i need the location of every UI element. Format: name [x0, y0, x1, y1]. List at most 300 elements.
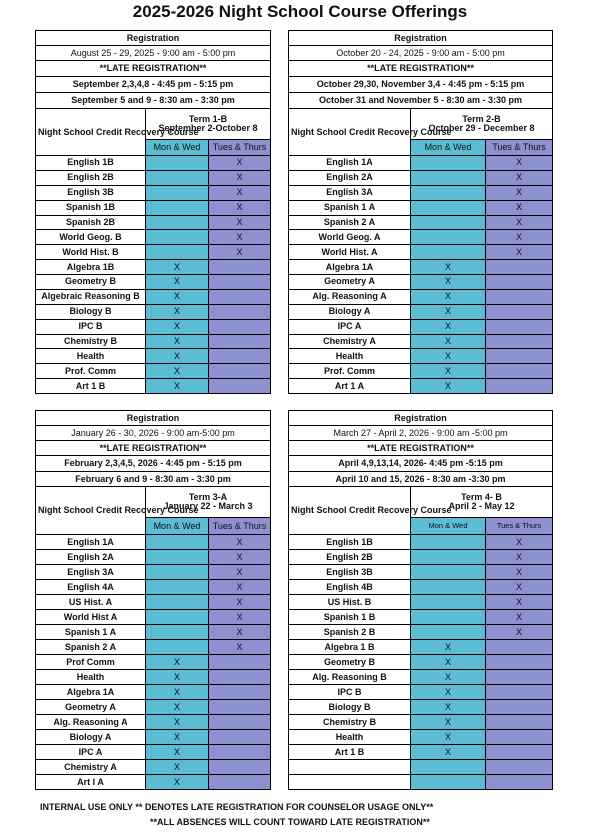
- mon-wed-cell: X: [146, 364, 209, 379]
- mon-wed-cell: [146, 230, 209, 245]
- mon-wed-cell: [411, 156, 486, 171]
- mon-wed-column-header: Mon & Wed: [411, 518, 486, 535]
- course-row: [289, 170, 553, 185]
- registration-label: Registration: [36, 31, 271, 46]
- mon-wed-cell: [146, 640, 209, 655]
- course-row: [289, 334, 553, 349]
- mon-wed-cell: X: [411, 640, 486, 655]
- course-row: [36, 319, 271, 334]
- mon-wed-cell: X: [146, 275, 209, 290]
- course-name: IPC A: [36, 745, 146, 760]
- course-name: US Hist. B: [289, 595, 411, 610]
- course-name: Spanish 1 B: [289, 610, 411, 625]
- course-name: World Hist. A: [289, 245, 411, 260]
- course-row: [36, 304, 271, 319]
- term-dates: September 2-October 8: [158, 123, 258, 133]
- late-registration-label: **LATE REGISTRATION**: [289, 61, 553, 77]
- course-name: IPC B: [289, 685, 411, 700]
- mon-wed-cell: X: [146, 670, 209, 685]
- course-name: Algebra 1A: [36, 685, 146, 700]
- course-row: [36, 730, 271, 745]
- course-column-header: Night School Credit Recovery Course: [289, 487, 411, 535]
- tues-thurs-cell: X: [209, 185, 271, 200]
- course-name: English 1B: [289, 535, 411, 550]
- tues-thurs-cell: [209, 715, 271, 730]
- mon-wed-cell: [411, 185, 486, 200]
- course-row: [289, 730, 553, 745]
- tues-thurs-cell: X: [209, 245, 271, 260]
- course-name: English 2B: [289, 550, 411, 565]
- mon-wed-cell: [146, 550, 209, 565]
- mon-wed-cell: X: [146, 349, 209, 364]
- footer-counselor-note: INTERNAL USE ONLY ** DENOTES LATE REGISTRATION FOR COUNSELOR USAGE ONLY**: [40, 802, 434, 812]
- late-registration-day-dates: February 6 and 9 - 8:30 am - 3:30 pm: [36, 472, 271, 487]
- tues-thurs-cell: X: [486, 200, 553, 215]
- course-name: Prof. Comm: [289, 364, 411, 379]
- tues-thurs-cell: X: [209, 580, 271, 595]
- term-label: Term 3-A: [188, 492, 228, 502]
- course-row: [36, 289, 271, 304]
- mon-wed-cell: X: [411, 700, 486, 715]
- tues-thurs-cell: [209, 275, 271, 290]
- course-row: [36, 760, 271, 775]
- mon-wed-cell: X: [146, 379, 209, 394]
- course-name: Chemistry A: [36, 760, 146, 775]
- course-row: [36, 640, 271, 655]
- mon-wed-cell: [411, 625, 486, 640]
- tues-thurs-cell: X: [486, 170, 553, 185]
- course-name: Spanish 1B: [36, 200, 146, 215]
- course-name: IPC A: [289, 319, 411, 334]
- course-row: [289, 625, 553, 640]
- registration-label: Registration: [289, 411, 553, 426]
- course-row: [36, 715, 271, 730]
- course-name: Biology B: [289, 700, 411, 715]
- tues-thurs-cell: [209, 745, 271, 760]
- course-row: [36, 215, 271, 230]
- course-row: [289, 379, 553, 394]
- mon-wed-cell: [411, 610, 486, 625]
- course-name: Biology A: [289, 304, 411, 319]
- mon-wed-column-header: Mon & Wed: [146, 140, 209, 156]
- course-name: Art 1 A: [289, 379, 411, 394]
- tues-thurs-cell: [486, 640, 553, 655]
- mon-wed-cell: X: [411, 289, 486, 304]
- tues-thurs-cell: X: [486, 595, 553, 610]
- mon-wed-cell: X: [411, 685, 486, 700]
- course-name: Spanish 2 A: [289, 215, 411, 230]
- course-row: [289, 580, 553, 595]
- course-row: [36, 364, 271, 379]
- mon-wed-cell: X: [411, 304, 486, 319]
- mon-wed-cell: X: [146, 700, 209, 715]
- course-name: English 2A: [36, 550, 146, 565]
- tues-thurs-cell: X: [486, 550, 553, 565]
- tues-thurs-cell: [486, 760, 553, 775]
- tues-thurs-cell: [209, 700, 271, 715]
- course-name: World Hist A: [36, 610, 146, 625]
- tues-thurs-cell: [486, 289, 553, 304]
- tues-thurs-cell: [209, 685, 271, 700]
- course-name: English 2B: [36, 170, 146, 185]
- registration-dates: March 27 - April 2, 2026 - 9:00 am -5:00 pm: [289, 426, 553, 441]
- course-name: Spanish 1 A: [289, 200, 411, 215]
- tues-thurs-cell: [486, 275, 553, 290]
- course-name: Alg. Reasoning B: [289, 670, 411, 685]
- late-registration-evening-dates: April 4,9,13,14, 2026- 4:45 pm -5:15 pm: [289, 456, 553, 472]
- tues-thurs-cell: X: [486, 245, 553, 260]
- tues-thurs-cell: X: [209, 535, 271, 550]
- course-row: [36, 580, 271, 595]
- course-name: World Geog. B: [36, 230, 146, 245]
- course-name: Algebraic Reasoning B: [36, 289, 146, 304]
- mon-wed-cell: [146, 535, 209, 550]
- course-name: Geometry A: [36, 700, 146, 715]
- tues-thurs-cell: X: [209, 156, 271, 171]
- mon-wed-cell: [411, 200, 486, 215]
- tues-thurs-cell: X: [486, 535, 553, 550]
- course-row: [289, 200, 553, 215]
- tues-thurs-column-header: Tues & Thurs: [209, 518, 271, 535]
- late-registration-label: **LATE REGISTRATION**: [36, 441, 271, 456]
- course-name: Spanish 2B: [36, 215, 146, 230]
- tues-thurs-cell: X: [486, 610, 553, 625]
- course-name: World Hist. B: [36, 245, 146, 260]
- course-name: Biology B: [36, 304, 146, 319]
- tues-thurs-cell: X: [209, 625, 271, 640]
- mon-wed-cell: [411, 565, 486, 580]
- tues-thurs-cell: [486, 334, 553, 349]
- mon-wed-cell: X: [146, 319, 209, 334]
- mon-wed-cell: X: [146, 334, 209, 349]
- mon-wed-cell: X: [411, 260, 486, 275]
- course-row: [289, 775, 553, 790]
- mon-wed-cell: X: [146, 685, 209, 700]
- course-row: [36, 655, 271, 670]
- course-name: English 1A: [289, 156, 411, 171]
- tues-thurs-cell: X: [209, 565, 271, 580]
- course-row: [36, 535, 271, 550]
- tues-thurs-cell: X: [486, 230, 553, 245]
- course-row: [289, 364, 553, 379]
- course-row: [289, 745, 553, 760]
- mon-wed-column-header: Mon & Wed: [411, 140, 486, 156]
- tues-thurs-cell: [486, 319, 553, 334]
- late-registration-evening-dates: February 2,3,4,5, 2026 - 4:45 pm - 5:15 pm: [36, 456, 271, 472]
- mon-wed-cell: [411, 580, 486, 595]
- tues-thurs-cell: [486, 349, 553, 364]
- tues-thurs-column-header: Tues & Thurs: [486, 140, 553, 156]
- course-row: [289, 156, 553, 171]
- course-row: [289, 670, 553, 685]
- mon-wed-column-header: Mon & Wed: [146, 518, 209, 535]
- course-row: [36, 260, 271, 275]
- mon-wed-cell: [146, 595, 209, 610]
- mon-wed-cell: [411, 215, 486, 230]
- tues-thurs-cell: X: [486, 565, 553, 580]
- course-name: Spanish 1 A: [36, 625, 146, 640]
- course-row: [289, 760, 553, 775]
- tues-thurs-cell: [209, 289, 271, 304]
- registration-label: Registration: [289, 31, 553, 46]
- late-registration-label: **LATE REGISTRATION**: [289, 441, 553, 456]
- course-row: [289, 655, 553, 670]
- mon-wed-cell: [146, 565, 209, 580]
- course-row: [36, 775, 271, 790]
- course-row: [36, 185, 271, 200]
- tues-thurs-cell: [209, 655, 271, 670]
- tues-thurs-cell: [209, 364, 271, 379]
- course-row: [289, 715, 553, 730]
- registration-dates: January 26 - 30, 2026 - 9:00 am-5:00 pm: [36, 426, 271, 441]
- course-row: [289, 215, 553, 230]
- course-row: [36, 595, 271, 610]
- course-column-header: Night School Credit Recovery Course: [36, 487, 146, 535]
- tues-thurs-cell: [486, 775, 553, 790]
- course-row: [36, 745, 271, 760]
- term-1b-schedule-table: [35, 30, 271, 394]
- course-name: English 1A: [36, 535, 146, 550]
- registration-label: Registration: [36, 411, 271, 426]
- course-name: Algebra 1 B: [289, 640, 411, 655]
- mon-wed-cell: [146, 625, 209, 640]
- course-name: [289, 760, 411, 775]
- course-name: Health: [289, 349, 411, 364]
- tues-thurs-cell: [486, 655, 553, 670]
- course-name: Chemistry B: [289, 715, 411, 730]
- course-row: [36, 550, 271, 565]
- course-name: English 3B: [289, 565, 411, 580]
- term-dates: January 22 - March 3: [163, 501, 253, 511]
- term-label: Term 2-B: [462, 114, 501, 124]
- course-name: Algebra 1B: [36, 260, 146, 275]
- course-row: [36, 170, 271, 185]
- mon-wed-cell: X: [411, 275, 486, 290]
- registration-dates: October 20 - 24, 2025 - 9:00 am - 5:00 pm: [289, 46, 553, 61]
- course-name: Art I A: [36, 775, 146, 790]
- course-row: [289, 610, 553, 625]
- course-row: [36, 700, 271, 715]
- tues-thurs-cell: X: [486, 185, 553, 200]
- course-row: [36, 156, 271, 171]
- course-name: English 1B: [36, 156, 146, 171]
- tues-thurs-cell: [209, 304, 271, 319]
- mon-wed-cell: [146, 170, 209, 185]
- course-name: English 4B: [289, 580, 411, 595]
- mon-wed-cell: [411, 550, 486, 565]
- mon-wed-cell: X: [146, 260, 209, 275]
- mon-wed-cell: X: [146, 289, 209, 304]
- mon-wed-cell: X: [411, 349, 486, 364]
- mon-wed-cell: [411, 170, 486, 185]
- tues-thurs-cell: X: [209, 610, 271, 625]
- mon-wed-cell: X: [146, 760, 209, 775]
- course-row: [289, 640, 553, 655]
- tues-thurs-cell: X: [209, 550, 271, 565]
- course-row: [36, 610, 271, 625]
- tues-thurs-cell: [486, 745, 553, 760]
- tues-thurs-cell: X: [486, 625, 553, 640]
- course-row: [36, 349, 271, 364]
- mon-wed-cell: [146, 200, 209, 215]
- tues-thurs-cell: [486, 700, 553, 715]
- course-row: [36, 670, 271, 685]
- course-name: Spanish 2 A: [36, 640, 146, 655]
- mon-wed-cell: [411, 760, 486, 775]
- course-name: Health: [36, 670, 146, 685]
- mon-wed-cell: X: [411, 670, 486, 685]
- course-column-header: Night School Credit Recovery Course: [289, 109, 411, 156]
- course-row: [289, 319, 553, 334]
- course-name: [289, 775, 411, 790]
- course-name: English 3A: [36, 565, 146, 580]
- mon-wed-cell: [411, 775, 486, 790]
- tues-thurs-cell: [486, 364, 553, 379]
- term-label: Term 1-B: [188, 114, 228, 124]
- mon-wed-cell: X: [411, 364, 486, 379]
- course-row: [289, 275, 553, 290]
- course-row: [36, 685, 271, 700]
- mon-wed-cell: [146, 245, 209, 260]
- mon-wed-cell: X: [411, 379, 486, 394]
- mon-wed-cell: [411, 230, 486, 245]
- course-name: Geometry B: [289, 655, 411, 670]
- course-name: Spanish 2 B: [289, 625, 411, 640]
- tues-thurs-cell: X: [209, 595, 271, 610]
- late-registration-day-dates: April 10 and 15, 2026 - 8:30 am -3:30 pm: [289, 472, 553, 487]
- tues-thurs-cell: [209, 319, 271, 334]
- course-name: Health: [36, 349, 146, 364]
- tues-thurs-column-header: Tues & Thurs: [209, 140, 271, 156]
- tues-thurs-column-header: Tues & Thurs: [486, 518, 553, 535]
- course-row: [289, 595, 553, 610]
- tues-thurs-cell: [209, 334, 271, 349]
- tues-thurs-cell: [209, 730, 271, 745]
- term-3a-schedule-table: [35, 410, 271, 790]
- course-name: Chemistry B: [36, 334, 146, 349]
- footer-absences-note: **ALL ABSENCES WILL COUNT TOWARD LATE REGISTRATION**: [150, 817, 430, 827]
- tues-thurs-cell: X: [209, 215, 271, 230]
- course-row: [36, 245, 271, 260]
- course-row: [289, 700, 553, 715]
- course-name: Prof. Comm: [36, 364, 146, 379]
- mon-wed-cell: [146, 610, 209, 625]
- late-registration-evening-dates: September 2,3,4,8 - 4:45 pm - 5:15 pm: [36, 77, 271, 93]
- tues-thurs-cell: [209, 670, 271, 685]
- tues-thurs-cell: X: [209, 200, 271, 215]
- late-registration-label: **LATE REGISTRATION**: [36, 61, 271, 77]
- course-name: Alg. Reasoning A: [289, 289, 411, 304]
- tues-thurs-cell: [209, 349, 271, 364]
- late-registration-day-dates: October 31 and November 5 - 8:30 am - 3:30 pm: [289, 93, 553, 109]
- course-name: Art 1 B: [289, 745, 411, 760]
- late-registration-evening-dates: October 29,30, November 3,4 - 4:45 pm - 5:15 pm: [289, 77, 553, 93]
- course-name: Prof Comm: [36, 655, 146, 670]
- tues-thurs-cell: [486, 685, 553, 700]
- course-row: [289, 565, 553, 580]
- tues-thurs-cell: [209, 379, 271, 394]
- mon-wed-cell: X: [146, 745, 209, 760]
- mon-wed-cell: [411, 535, 486, 550]
- course-name: Alg. Reasoning A: [36, 715, 146, 730]
- course-name: Algebra 1A: [289, 260, 411, 275]
- term-label: Term 4- B: [461, 492, 502, 502]
- mon-wed-cell: [411, 245, 486, 260]
- course-row: [289, 185, 553, 200]
- course-row: [289, 535, 553, 550]
- course-name: English 3A: [289, 185, 411, 200]
- course-name: English 4A: [36, 580, 146, 595]
- mon-wed-cell: X: [411, 730, 486, 745]
- mon-wed-cell: [146, 215, 209, 230]
- mon-wed-cell: [146, 185, 209, 200]
- course-row: [289, 260, 553, 275]
- course-row: [289, 289, 553, 304]
- course-row: [289, 550, 553, 565]
- tues-thurs-cell: [486, 730, 553, 745]
- course-name: Geometry A: [289, 275, 411, 290]
- course-name: English 2A: [289, 170, 411, 185]
- mon-wed-cell: X: [411, 655, 486, 670]
- term-dates: April 2 - May 12: [448, 501, 515, 511]
- course-name: English 3B: [36, 185, 146, 200]
- course-row: [36, 379, 271, 394]
- term-2b-schedule-table: [288, 30, 553, 394]
- course-name: Biology A: [36, 730, 146, 745]
- mon-wed-cell: X: [146, 655, 209, 670]
- course-column-header: Night School Credit Recovery Course: [36, 109, 146, 156]
- course-row: [289, 349, 553, 364]
- tues-thurs-cell: X: [486, 215, 553, 230]
- course-row: [36, 565, 271, 580]
- tues-thurs-cell: [486, 304, 553, 319]
- course-name: Health: [289, 730, 411, 745]
- course-row: [289, 304, 553, 319]
- course-row: [289, 230, 553, 245]
- course-row: [289, 685, 553, 700]
- course-row: [289, 245, 553, 260]
- mon-wed-cell: X: [146, 730, 209, 745]
- term-dates: October 29 - December 8: [428, 123, 535, 133]
- tues-thurs-cell: X: [209, 640, 271, 655]
- course-name: Art 1 B: [36, 379, 146, 394]
- mon-wed-cell: X: [411, 319, 486, 334]
- course-row: [36, 275, 271, 290]
- late-registration-day-dates: September 5 and 9 - 8:30 am - 3:30 pm: [36, 93, 271, 109]
- mon-wed-cell: [146, 580, 209, 595]
- mon-wed-cell: [146, 156, 209, 171]
- mon-wed-cell: X: [411, 745, 486, 760]
- course-row: [36, 200, 271, 215]
- tues-thurs-cell: X: [486, 156, 553, 171]
- course-name: World Geog. A: [289, 230, 411, 245]
- course-name: IPC B: [36, 319, 146, 334]
- tues-thurs-cell: [209, 775, 271, 790]
- mon-wed-cell: X: [411, 715, 486, 730]
- tues-thurs-cell: X: [209, 230, 271, 245]
- course-name: Chemistry A: [289, 334, 411, 349]
- course-name: US Hist. A: [36, 595, 146, 610]
- registration-dates: August 25 - 29, 2025 - 9:00 am - 5:00 pm: [36, 46, 271, 61]
- tues-thurs-cell: [209, 260, 271, 275]
- tues-thurs-cell: [486, 670, 553, 685]
- course-row: [36, 334, 271, 349]
- tues-thurs-cell: [486, 379, 553, 394]
- tues-thurs-cell: X: [486, 580, 553, 595]
- tues-thurs-cell: [486, 260, 553, 275]
- term-4b-schedule-table: [288, 410, 553, 790]
- course-row: [36, 625, 271, 640]
